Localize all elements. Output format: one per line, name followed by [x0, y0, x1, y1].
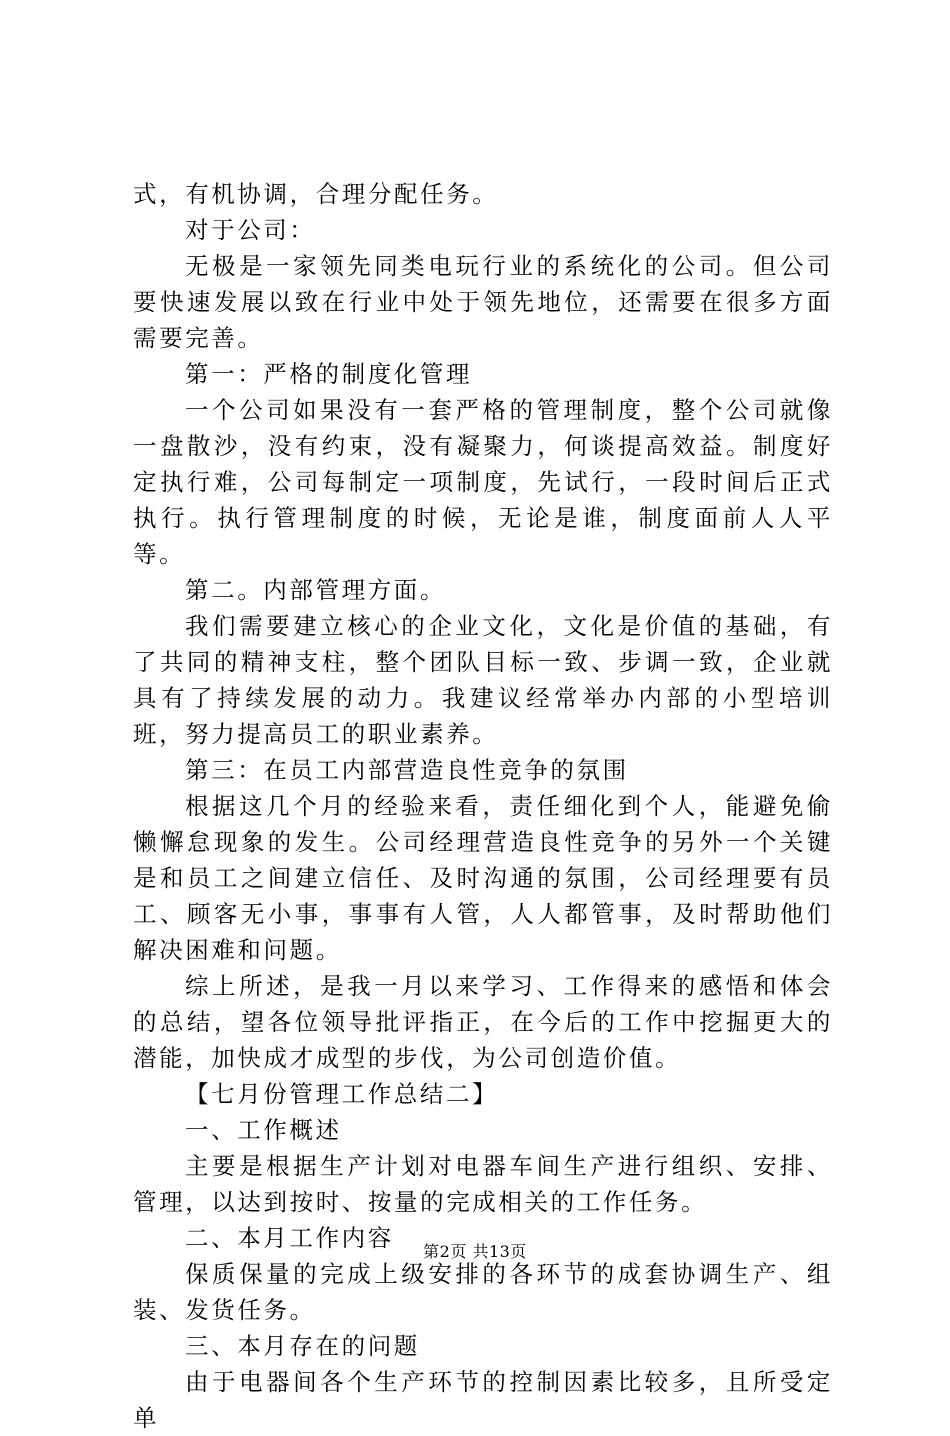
paragraph: 根据这几个月的经验来看，责任细化到个人，能避免偷懒懈怠现象的发生。公司经理营造良性竞争的另外一个关键是和员工之间建立信任、及时沟通的氛围，公司经理要有员工、顾客无小事，事事有人管，人人都管事，及时帮助他们解决困难和问题。 — [133, 792, 833, 964]
section-heading: 一、工作概述 — [185, 1116, 342, 1144]
paragraph: 保质保量的完成上级安排的各环节的成套协调生产、组装、发货任务。 — [133, 1260, 833, 1324]
page-footer — [0, 1242, 950, 1262]
section-heading: 第二。内部管理方面。 — [185, 576, 446, 604]
paragraph: 式，有机协调，合理分配任务。 — [133, 180, 499, 208]
paragraph: 主要是根据生产计划对电器车间生产进行组织、安排、管理，以达到按时、按量的完成相关的工作任务。 — [133, 1152, 833, 1216]
paragraph: 一个公司如果没有一套严格的管理制度，整个公司就像一盘散沙，没有约束，没有凝聚力，何谈提高效益。制度好定执行难，公司每制定一项制度，先试行，一段时间后正式执行。执行管理制度的时候，无论是谁，制度面前人人平等。 — [133, 396, 833, 568]
section-heading: 对于公司： — [185, 216, 316, 244]
section-heading: 三、本月存在的问题 — [185, 1332, 420, 1360]
page-number: 第2页 共13页 — [423, 1242, 527, 1261]
document-subtitle: 【七月份管理工作总结二】 — [185, 1080, 499, 1108]
paragraph: 综上所述，是我一月以来学习、工作得来的感悟和体会的总结，望各位领导批评指正，在今后的工作中挖掘更大的潜能，加快成才成型的步伐，为公司创造价值。 — [133, 972, 833, 1072]
paragraph: 无极是一家领先同类电玩行业的系统化的公司。但公司要快速发展以致在行业中处于领先地位，还需要在很多方面需要完善。 — [133, 252, 833, 352]
section-heading: 第三：在员工内部营造良性竞争的氛围 — [185, 756, 629, 784]
section-heading: 二、本月工作内容 — [185, 1224, 394, 1252]
section-heading: 第一：严格的制度化管理 — [185, 360, 473, 388]
paragraph: 由于电器间各个生产环节的控制因素比较多，且所受定单 — [133, 1368, 833, 1432]
paragraph: 我们需要建立核心的企业文化，文化是价值的基础，有了共同的精神支柱，整个团队目标一致、步调一致，企业就具有了持续发展的动力。我建议经常举办内部的小型培训班，努力提高员工的职业素养。 — [133, 612, 833, 748]
